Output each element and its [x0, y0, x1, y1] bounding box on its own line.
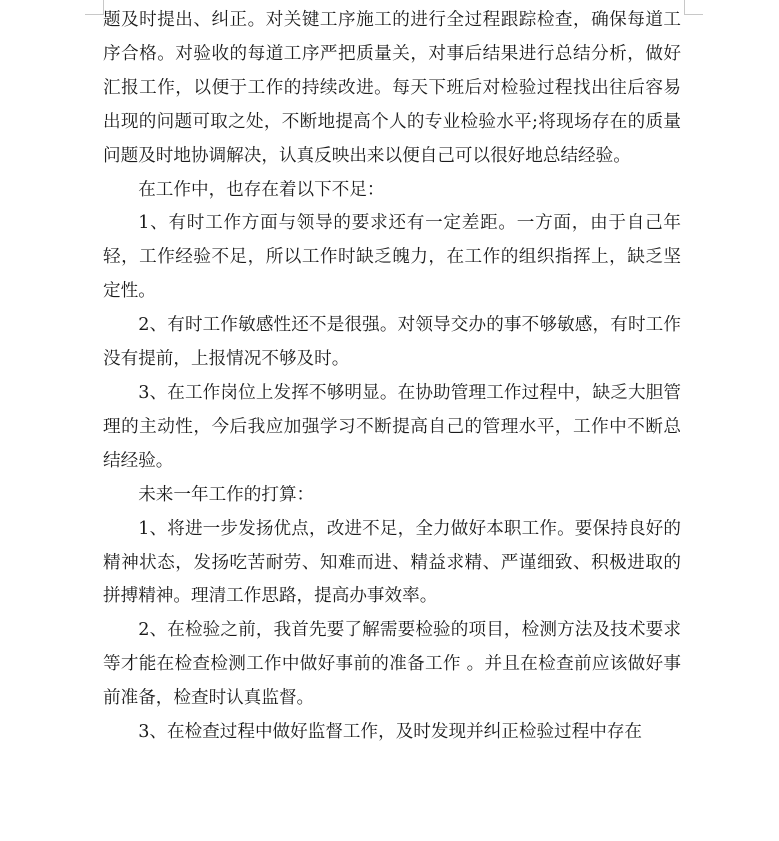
paragraph-plan-1: 1、将进一步发扬优点，改进不足，全力做好本职工作。要保持良好的精神状态，发扬吃苦耐劳、知难而进、精益求精、严谨细致、积极进取的拼搏精神。理清工作思路，提高办事效率。 — [103, 518, 681, 607]
page-corner-mark-left — [85, 0, 104, 15]
paragraph-shortcomings-heading: 在工作中，也存在着以下不足： — [138, 179, 385, 200]
paragraph-plan-heading: 未来一年工作的打算： — [138, 484, 315, 505]
paragraph-shortcoming-1: 1、有时工作方面与领导的要求还有一定差距。一方面，由于自己年轻，工作经验不足，所以工作时缺乏魄力，在工作的组织指挥上，缺乏坚定性。 — [103, 213, 681, 302]
page-corner-mark-right — [684, 0, 703, 15]
document-body — [103, 4, 681, 750]
paragraph-plan-3: 3、在检查过程中做好监督工作，及时发现并纠正检验过程中存在 — [138, 722, 643, 743]
paragraph-shortcoming-2: 2、有时工作敏感性还不是很强。对领导交办的事不够敏感，有时工作没有提前，上报情况不够及时。 — [103, 315, 681, 370]
paragraph-continuation: 题及时提出、纠正。对关键工序施工的进行全过程跟踪检查，确保每道工序合格。对验收的每道工序严把质量关，对事后结果进行总结分析，做好汇报工作，以便于工作的持续改进。每天下班后对检验过程找出往后容易出现的问题可取之处，不断地提高个人的专业检验水平;将现场存在的质量问题及时地协调解决，认真反映出来以便自己可以很好地总结经验。 — [103, 10, 681, 166]
paragraph-plan-2: 2、在检验之前，我首先要了解需要检验的项目，检测方法及技术要求等才能在检查检测工作中做好事前的准备工作 。并且在检查前应该做好事前准备，检查时认真监督。 — [103, 620, 681, 709]
paragraph-shortcoming-3: 3、在工作岗位上发挥不够明显。在协助管理工作过程中，缺乏大胆管理的主动性，今后我应加强学习不断提高自己的管理水平，工作中不断总结经验。 — [103, 382, 681, 471]
